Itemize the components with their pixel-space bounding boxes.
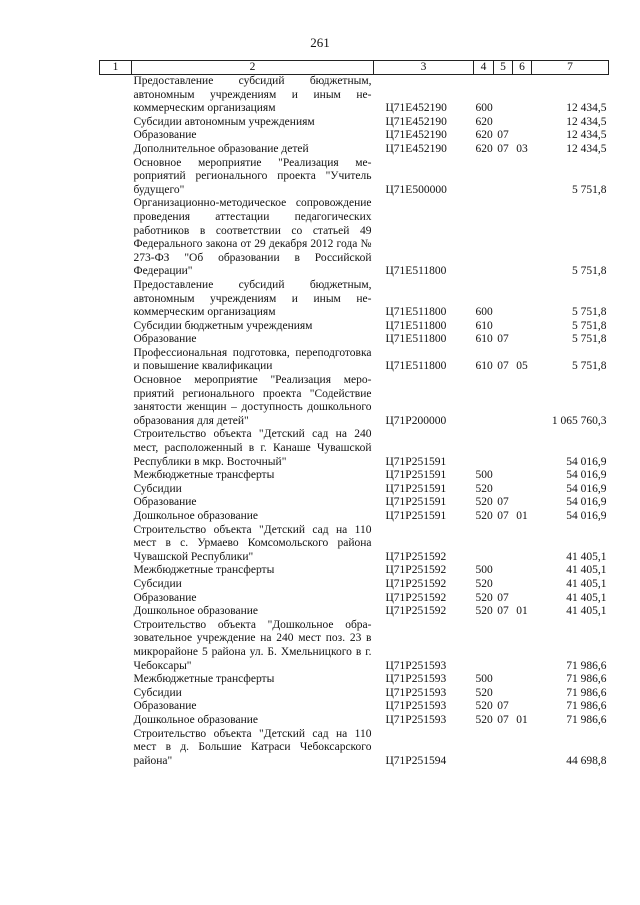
table-row bbox=[100, 564, 609, 578]
row-index-cell bbox=[100, 564, 132, 578]
row-csr-cell: Ц71E452190 bbox=[385, 115, 447, 128]
row-pr-cell bbox=[513, 687, 532, 701]
row-vr-cell: 520 bbox=[475, 605, 493, 618]
row-name-cell: Образование bbox=[133, 129, 197, 142]
row-amount-cell: 12 434,5 bbox=[566, 129, 607, 142]
row-pr-cell bbox=[513, 333, 532, 347]
budget-table bbox=[99, 60, 609, 768]
row-csr-cell: Ц71P251593 bbox=[385, 700, 447, 713]
row-rz-cell: 07 bbox=[497, 591, 509, 604]
row-amount-cell: 41 405,1 bbox=[566, 577, 607, 590]
table-row bbox=[100, 700, 609, 714]
table-row bbox=[100, 157, 609, 198]
row-csr-cell: Ц71P251591 bbox=[385, 455, 447, 468]
table-row bbox=[100, 374, 609, 428]
row-csr-cell: Ц71E452190 bbox=[385, 129, 447, 142]
row-name-cell: Образование bbox=[133, 496, 197, 509]
table-row bbox=[100, 714, 609, 728]
row-rz-cell bbox=[494, 619, 513, 673]
row-rz-cell bbox=[494, 673, 513, 687]
table-body bbox=[100, 75, 609, 769]
row-rz-cell bbox=[494, 578, 513, 592]
row-index-cell bbox=[100, 129, 132, 143]
row-pr-cell bbox=[513, 673, 532, 687]
row-vr-cell: 520 bbox=[475, 510, 493, 522]
row-csr-cell: Ц71E452190 bbox=[385, 102, 447, 115]
row-amount-cell: 12 434,5 bbox=[566, 142, 607, 155]
row-csr-cell: Ц71E511800 bbox=[385, 306, 447, 319]
row-amount-cell: 71 986,6 bbox=[566, 673, 607, 686]
row-csr-cell: Ц71E452190 bbox=[385, 142, 447, 155]
row-pr-cell bbox=[513, 469, 532, 483]
row-csr-cell: Ц71E511800 bbox=[385, 333, 447, 346]
row-csr-cell: Ц71P251592 bbox=[385, 564, 447, 577]
row-vr-cell: 500 bbox=[475, 564, 493, 577]
row-index-cell bbox=[100, 619, 132, 673]
table-row bbox=[100, 428, 609, 469]
row-amount-cell: 41 405,1 bbox=[566, 605, 607, 618]
row-amount-cell: 44 698,8 bbox=[566, 754, 607, 767]
table-row bbox=[100, 279, 609, 320]
row-csr-cell: Ц71P251593 bbox=[385, 713, 447, 726]
column-numbers-row bbox=[100, 61, 609, 75]
row-amount-cell: 5 751,8 bbox=[572, 319, 607, 332]
row-name-cell: Дополнительное образование детей bbox=[133, 142, 309, 155]
table-row bbox=[100, 320, 609, 334]
row-vr-cell: 520 bbox=[475, 496, 493, 509]
row-vr-cell: 520 bbox=[475, 713, 493, 726]
row-amount-cell: 41 405,1 bbox=[566, 564, 607, 577]
table-row bbox=[100, 75, 609, 116]
row-pr-cell bbox=[513, 700, 532, 714]
row-index-cell bbox=[100, 728, 132, 769]
row-pr-cell bbox=[513, 483, 532, 497]
row-csr-cell: Ц71P251593 bbox=[385, 659, 447, 672]
row-amount-cell: 41 405,1 bbox=[566, 591, 607, 604]
row-csr-cell: Ц71P251592 bbox=[385, 591, 447, 604]
row-index-cell bbox=[100, 320, 132, 334]
row-index-cell bbox=[100, 116, 132, 130]
row-csr-cell: Ц71E511800 bbox=[385, 319, 447, 332]
row-name-cell: Образование bbox=[133, 333, 197, 346]
row-index-cell bbox=[100, 197, 132, 279]
row-csr-cell: Ц71E500000 bbox=[385, 183, 447, 196]
row-name-cell: Основное мероприятие "Реализация мероприятий регионального проекта "Учитель будущего" bbox=[133, 156, 372, 196]
row-pr-cell bbox=[513, 374, 532, 428]
row-index-cell bbox=[100, 687, 132, 701]
row-index-cell bbox=[100, 592, 132, 606]
row-rz-cell: 07 bbox=[497, 129, 509, 142]
column-header-3: 3 bbox=[374, 61, 474, 75]
row-amount-cell: 5 751,8 bbox=[572, 360, 607, 373]
row-amount-cell: 5 751,8 bbox=[572, 265, 607, 278]
row-rz-cell bbox=[494, 564, 513, 578]
row-amount-cell: 71 986,6 bbox=[566, 713, 607, 726]
row-rz-cell: 07 bbox=[497, 496, 509, 509]
row-index-cell bbox=[100, 605, 132, 619]
row-pr-cell bbox=[513, 197, 532, 279]
row-pr-cell bbox=[513, 428, 532, 469]
row-pr-cell bbox=[513, 496, 532, 510]
column-header-2: 2 bbox=[132, 61, 374, 75]
table-header bbox=[100, 61, 609, 75]
row-vr-cell bbox=[474, 197, 494, 279]
row-pr-cell bbox=[513, 524, 532, 565]
row-pr-cell: 03 bbox=[516, 142, 528, 155]
row-index-cell bbox=[100, 700, 132, 714]
row-vr-cell bbox=[474, 524, 494, 565]
row-amount-cell: 54 016,9 bbox=[566, 496, 607, 509]
row-vr-cell: 520 bbox=[475, 577, 493, 590]
row-vr-cell: 500 bbox=[475, 673, 493, 686]
row-pr-cell bbox=[513, 157, 532, 198]
row-pr-cell bbox=[513, 728, 532, 769]
row-name-cell: Организационно-методическое сопровождение проведения аттестации педагогических работников в соответствии со статьей 49 Федерального закона от 29 декабря 2012 года № 273-ФЗ "Об образовании в Российской Федерации" bbox=[133, 197, 372, 278]
row-pr-cell bbox=[513, 279, 532, 320]
row-amount-cell: 54 016,9 bbox=[566, 482, 607, 495]
row-pr-cell: 05 bbox=[516, 360, 528, 373]
row-rz-cell bbox=[494, 279, 513, 320]
row-name-cell: Межбюджетные трансферты bbox=[133, 673, 275, 686]
row-csr-cell: Ц71P251592 bbox=[385, 577, 447, 590]
table-row bbox=[100, 524, 609, 565]
row-vr-cell: 520 bbox=[475, 591, 493, 604]
row-csr-cell: Ц71E511800 bbox=[385, 265, 447, 278]
row-rz-cell bbox=[494, 469, 513, 483]
row-pr-cell: 01 bbox=[516, 713, 528, 726]
row-rz-cell: 07 bbox=[497, 510, 509, 522]
table-row bbox=[100, 197, 609, 279]
row-vr-cell: 520 bbox=[475, 482, 493, 495]
row-index-cell bbox=[100, 496, 132, 510]
row-name-cell: Предоставление субсидий бюджетным, автономным учреждениям и иным некоммерческим организациям bbox=[133, 75, 372, 115]
column-header-7: 7 bbox=[532, 61, 609, 75]
column-header-5: 5 bbox=[494, 61, 513, 75]
row-index-cell bbox=[100, 157, 132, 198]
row-amount-cell: 54 016,9 bbox=[566, 510, 607, 522]
row-amount-cell: 5 751,8 bbox=[572, 306, 607, 319]
table-row bbox=[100, 578, 609, 592]
row-rz-cell: 07 bbox=[497, 713, 509, 726]
row-name-cell: Основное мероприятие "Реализация мероприятий регионального проекта "Содействие занятости женщин – доступность дошкольного образования для детей" bbox=[133, 374, 372, 427]
row-name-cell: Дошкольное образование bbox=[133, 713, 259, 726]
table-row bbox=[100, 483, 609, 497]
row-amount-cell: 71 986,6 bbox=[566, 686, 607, 699]
row-index-cell bbox=[100, 510, 132, 524]
row-vr-cell bbox=[474, 728, 494, 769]
row-csr-cell: Ц71P251591 bbox=[385, 510, 447, 522]
row-vr-cell: 600 bbox=[475, 102, 493, 115]
row-index-cell bbox=[100, 75, 132, 116]
row-csr-cell: Ц71P251591 bbox=[385, 482, 447, 495]
row-name-cell: Межбюджетные трансферты bbox=[133, 469, 275, 482]
row-name-cell: Образование bbox=[133, 700, 197, 713]
row-name-cell: Профессиональная подготовка, переподготовка и повышение квалификации bbox=[133, 346, 372, 373]
table-row bbox=[100, 605, 609, 619]
table-row bbox=[100, 129, 609, 143]
row-rz-cell: 07 bbox=[497, 360, 509, 373]
row-vr-cell: 620 bbox=[475, 142, 493, 155]
table-row bbox=[100, 333, 609, 347]
row-amount-cell: 5 751,8 bbox=[572, 183, 607, 196]
row-vr-cell: 620 bbox=[475, 129, 493, 142]
row-vr-cell: 610 bbox=[475, 319, 493, 332]
row-pr-cell bbox=[513, 619, 532, 673]
table-row bbox=[100, 116, 609, 130]
row-name-cell: Строительство объекта "Детский сад на 240 мест, расположенный в г. Канаше Чувашской Республики в мкр. Восточный" bbox=[133, 428, 372, 468]
column-header-6: 6 bbox=[513, 61, 532, 75]
row-csr-cell: Ц71P251593 bbox=[385, 673, 447, 686]
row-name-cell: Строительство объекта "Детский сад на 110 мест в с. Урмаево Комсомольского района Чувашской Республики" bbox=[133, 523, 372, 563]
row-pr-cell bbox=[513, 592, 532, 606]
row-rz-cell bbox=[494, 428, 513, 469]
row-name-cell: Субсидии bbox=[133, 577, 182, 590]
row-name-cell: Субсидии bbox=[133, 482, 182, 495]
row-pr-cell bbox=[513, 116, 532, 130]
row-csr-cell: Ц71P200000 bbox=[385, 414, 447, 427]
table-row bbox=[100, 496, 609, 510]
row-rz-cell bbox=[494, 687, 513, 701]
column-header-4: 4 bbox=[474, 61, 494, 75]
row-index-cell bbox=[100, 524, 132, 565]
row-pr-cell: 01 bbox=[516, 510, 528, 522]
row-pr-cell bbox=[513, 320, 532, 334]
row-rz-cell: 07 bbox=[497, 142, 509, 155]
row-name-cell: Строительство объекта "Детский сад на 110 мест в д. Большие Катраси Чебоксарского района" bbox=[133, 727, 372, 767]
row-rz-cell: 07 bbox=[497, 700, 509, 713]
row-vr-cell: 600 bbox=[475, 306, 493, 319]
row-rz-cell bbox=[494, 320, 513, 334]
row-index-cell bbox=[100, 714, 132, 728]
row-vr-cell: 610 bbox=[475, 360, 493, 373]
row-index-cell bbox=[100, 483, 132, 497]
table-row bbox=[100, 619, 609, 673]
row-index-cell bbox=[100, 428, 132, 469]
table-row bbox=[100, 592, 609, 606]
row-rz-cell bbox=[494, 157, 513, 198]
row-vr-cell: 520 bbox=[475, 700, 493, 713]
row-pr-cell bbox=[513, 75, 532, 116]
row-vr-cell: 500 bbox=[475, 469, 493, 482]
row-amount-cell: 41 405,1 bbox=[566, 550, 607, 563]
row-csr-cell: Ц71P251594 bbox=[385, 754, 447, 767]
row-index-cell bbox=[100, 374, 132, 428]
row-rz-cell bbox=[494, 728, 513, 769]
row-name-cell: Дошкольное образование bbox=[133, 605, 259, 618]
row-index-cell bbox=[100, 469, 132, 483]
row-index-cell bbox=[100, 578, 132, 592]
row-rz-cell bbox=[494, 75, 513, 116]
row-rz-cell: 07 bbox=[497, 333, 509, 346]
row-amount-cell: 1 065 760,3 bbox=[551, 414, 607, 427]
row-index-cell bbox=[100, 279, 132, 320]
row-vr-cell: 610 bbox=[475, 333, 493, 346]
row-index-cell bbox=[100, 143, 132, 157]
table-row bbox=[100, 469, 609, 483]
column-header-1: 1 bbox=[100, 61, 132, 75]
row-amount-cell: 71 986,6 bbox=[566, 659, 607, 672]
row-amount-cell: 5 751,8 bbox=[572, 333, 607, 346]
row-rz-cell bbox=[494, 116, 513, 130]
row-vr-cell bbox=[474, 157, 494, 198]
row-csr-cell: Ц71P251593 bbox=[385, 686, 447, 699]
row-amount-cell: 54 016,9 bbox=[566, 455, 607, 468]
row-name-cell: Образование bbox=[133, 591, 197, 604]
row-index-cell bbox=[100, 333, 132, 347]
row-vr-cell: 520 bbox=[475, 686, 493, 699]
row-rz-cell bbox=[494, 197, 513, 279]
row-vr-cell bbox=[474, 374, 494, 428]
row-rz-cell bbox=[494, 483, 513, 497]
table-row bbox=[100, 687, 609, 701]
row-rz-cell: 07 bbox=[497, 605, 509, 618]
row-name-cell: Субсидии бюджетным учреждениям bbox=[133, 319, 313, 332]
row-vr-cell bbox=[474, 428, 494, 469]
row-csr-cell: Ц71P251592 bbox=[385, 550, 447, 563]
row-name-cell: Субсидии bbox=[133, 686, 182, 699]
row-name-cell: Межбюджетные трансферты bbox=[133, 564, 275, 577]
row-name-cell: Субсидии автономным учреждениям bbox=[133, 115, 315, 128]
table-row bbox=[100, 728, 609, 769]
row-csr-cell: Ц71P251592 bbox=[385, 605, 447, 618]
row-rz-cell bbox=[494, 524, 513, 565]
row-vr-cell bbox=[474, 619, 494, 673]
row-csr-cell: Ц71P251591 bbox=[385, 496, 447, 509]
row-index-cell bbox=[100, 347, 132, 374]
row-name-cell: Предоставление субсидий бюджетным, автономным учреждениям и иным некоммерческим организациям bbox=[133, 278, 372, 319]
row-rz-cell bbox=[494, 374, 513, 428]
page-number: 261 bbox=[310, 35, 330, 50]
row-name-cell: Дошкольное образование bbox=[133, 510, 259, 522]
table-row bbox=[100, 143, 609, 157]
row-pr-cell bbox=[513, 129, 532, 143]
table-row bbox=[100, 673, 609, 687]
table-row bbox=[100, 347, 609, 374]
row-csr-cell: Ц71E511800 bbox=[385, 360, 447, 373]
row-amount-cell: 71 986,6 bbox=[566, 700, 607, 713]
row-pr-cell bbox=[513, 578, 532, 592]
row-pr-cell: 01 bbox=[516, 605, 528, 618]
row-index-cell bbox=[100, 673, 132, 687]
row-csr-cell: Ц71P251591 bbox=[385, 469, 447, 482]
row-vr-cell: 620 bbox=[475, 115, 493, 128]
row-amount-cell: 12 434,5 bbox=[566, 115, 607, 128]
row-amount-cell: 54 016,9 bbox=[566, 469, 607, 482]
row-pr-cell bbox=[513, 564, 532, 578]
row-amount-cell: 12 434,5 bbox=[566, 102, 607, 115]
table-row bbox=[100, 510, 609, 524]
row-name-cell: Строительство объекта "Дошкольное образовательное учреждение на 240 мест поз. 23 в микрорайоне 5 района ул. Б. Хмельницкого в г. Чебоксары" bbox=[133, 618, 372, 672]
